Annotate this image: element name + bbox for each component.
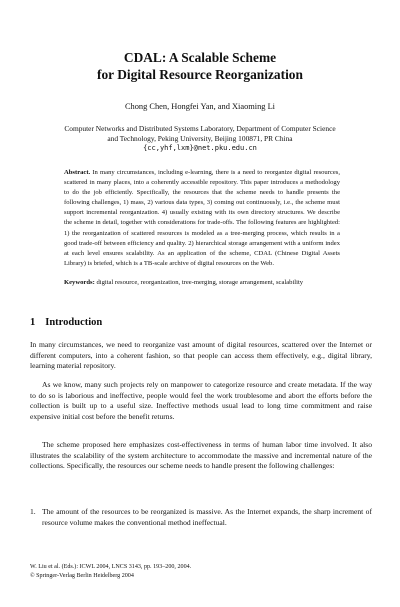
citation-footer: W. Liu et al. (Eds.): ICWL 2004, LNCS 3143, pp. 193–200, 2004.: [30, 564, 192, 570]
abstract: [64, 168, 340, 269]
body-paragraph-3: The scheme proposed here emphasizes cost-effectiveness in terms of human labor time involved. It also illustrates the scalability of the system architecture to accommodate the massive and incremental nature of the collections. Specifically, the resources our scheme needs to handle present the following challenges:: [30, 440, 372, 471]
keywords-label: Keywords:: [64, 279, 95, 286]
paper-title-line-2: for Digital Resource Reorganization: [97, 67, 303, 82]
section-title: Introduction: [45, 317, 103, 328]
keywords: [64, 278, 340, 288]
list-item-text: The amount of the resources to be reorganized is massive. As the Internet expands, the sharp increment of resource volume makes the conventional method ineffectual.: [42, 507, 372, 527]
affiliation-line-2: and Technology, Peking University, Beijing 100871, PR China: [107, 134, 293, 143]
author-list: Chong Chen, Hongfei Yan, and Xiaoming Li: [124, 102, 276, 111]
author-email: {cc,yhf,lxm}@net.pku.edu.cn: [143, 144, 257, 152]
body-paragraph-2: As we know, many such projects rely on manpower to categorize resource and create metadata. If the way to do so is laborious and ineffective, people would feel the work troublesome and abort the efforts before the collection is built up to a useful size. Ineffective methods usual lead to long time commitment and raise expensive initial cost before the benefit returns.: [30, 380, 372, 422]
affiliation-line-1: Computer Networks and Distributed Systems Laboratory, Department of Computer Science: [64, 124, 336, 133]
abstract-label: Abstract.: [64, 169, 91, 176]
keywords-text: digital resource, reorganization, tree-merging, storage arrangement, scalability: [96, 279, 304, 286]
copyright-footer: © Springer-Verlag Berlin Heidelberg 2004: [30, 573, 134, 579]
paper-title-line-1: CDAL: A Scalable Scheme: [123, 50, 277, 65]
section-heading: [30, 317, 102, 328]
list-item: [30, 507, 372, 528]
section-number: 1: [30, 317, 36, 328]
abstract-text: In many circumstances, including e-learning, there is a need to reorganize digital resources, scattered in many places, into a coherently accessible repository. This paper introduces a methodology to do the job efficiently. Specifically, the resources that the scheme needs to handle presents the following challenges, 1) mass, 2) various data types, 3) coming out continuously, i.e., the scheme must support incremental reorganization. 4) usually existing with its own directory structures. We describe the scheme in detail, together with considerations for trade-offs. The following features are highlighted: 1) the reorganization of scattered resources is modeled as a tree-merging process, which results in a good trade-off between efficiency and quality. 2) hierarchical storage arrangement with a uniform index at each level ensures scalability. As an application of the scheme, CDAL (Chinese Digital Assets Library) is briefed, which is a TB-scale archive of digital resources on the Web.: [64, 169, 340, 267]
list-item-marker: 1.: [30, 507, 36, 516]
body-paragraph-1: In many circumstances, we need to reorganize vast amount of digital resources, scattered over the Internet or different computers, into a coherent fashion, so that people can access them effectively, e.g., digital library, learning material repository.: [30, 340, 372, 371]
